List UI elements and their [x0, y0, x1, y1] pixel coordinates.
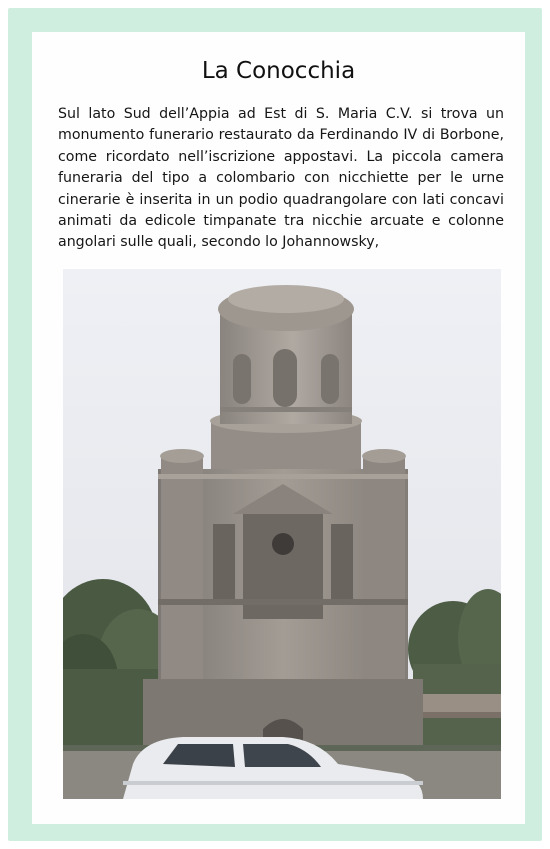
monument-photo: [63, 269, 501, 799]
document-card: [32, 32, 525, 824]
page-title: La Conocchia: [201, 58, 356, 84]
monument-tower: [210, 285, 362, 469]
monument-podium: [158, 449, 408, 684]
page-border: [8, 8, 542, 841]
body-paragraph: Sul lato Sud dell’Appia ad Est di S. Maria C.V. si trova un monumento funerario restaurato da Ferdinando IV di Borbone, come ricordato nell’iscrizione appostavi. La piccola camera funeraria del tipo a colombario con nicchiette per le urne cinerarie è inserita in un podio quadrangolare con lati concavi animati da edicole timpanate tra nicchie arcuate e colonne angolari sulle quali, secondo lo Johannowsky,: [58, 106, 504, 251]
monument-photo-illustration: [63, 269, 501, 799]
